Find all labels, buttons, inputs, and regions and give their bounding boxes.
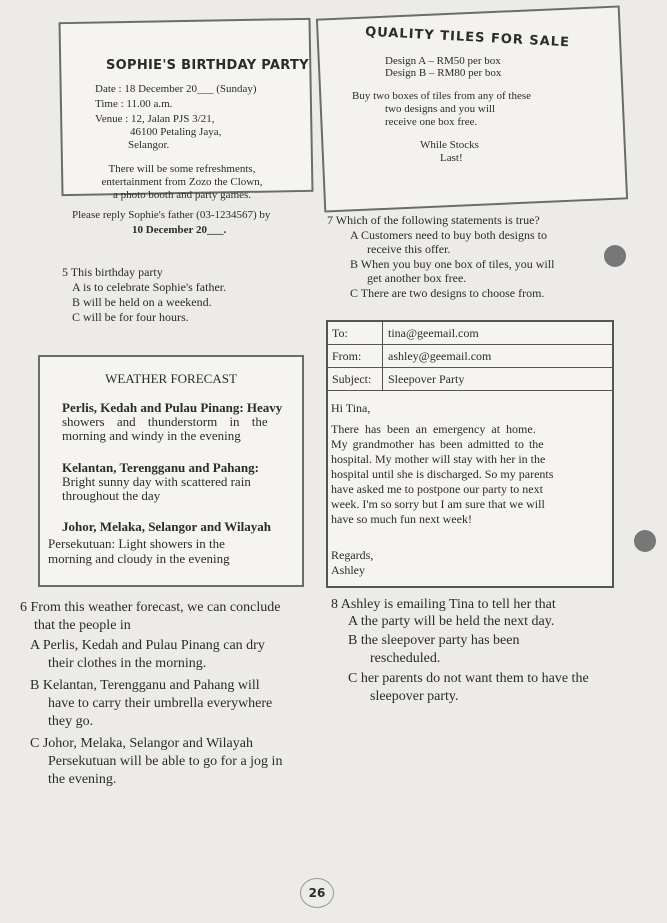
email-body-line-6: week. I'm so sorry but I am sure that we will (331, 497, 545, 511)
q8-option-a: A the party will be held the next day. (348, 614, 555, 629)
q6-stem-2: that the people in (34, 618, 131, 633)
email-subject-row (328, 368, 612, 391)
email-body-line-2: My grandmother has been admitted to the (331, 437, 544, 451)
email-regards: Regards, (331, 548, 374, 562)
email-body-line-3: hospital. My mother will stay with her in the (331, 452, 546, 466)
q8-option-c-2: sleepover party. (370, 689, 459, 704)
party-refreshments-1: There will be some refreshments, (108, 163, 256, 175)
q5-option-a: A is to celebrate Sophie's father. (72, 280, 227, 294)
q8-option-b-2: rescheduled. (370, 651, 441, 666)
party-date: Date : 18 December 20___ (Sunday) (95, 83, 257, 95)
party-venue-1: Venue : 12, Jalan PJS 3/21, (95, 113, 215, 125)
weather-region-1-line-2: showers and thunderstorm in the (62, 414, 268, 429)
email-greeting: Hi Tina, (331, 401, 371, 415)
email-body-line-5: have asked me to postpone our party to next (331, 482, 543, 496)
email-body-line-7: have so much fun next week! (331, 512, 472, 526)
q7-option-a-2: receive this offer. (367, 242, 451, 256)
q5-option-c: C will be for four hours. (72, 310, 189, 324)
weather-region-3-line-1: Johor, Melaka, Selangor and Wilayah (62, 519, 272, 534)
email-subject-label: Subject: (328, 368, 383, 390)
email-to-label: To: (328, 322, 383, 344)
q8-option-c-1: C her parents do not want them to have the (348, 671, 589, 686)
q7-option-a-1: A Customers need to buy both designs to (350, 228, 547, 242)
q8-option-b-1: B the sleepover party has been (348, 633, 520, 648)
q7-stem: 7 Which of the following statements is true? (327, 213, 540, 227)
tiles-offer-2: two designs and you will (385, 103, 495, 115)
page-number: 26 (300, 878, 334, 908)
q8-stem: 8 Ashley is emailing Tina to tell her that (331, 597, 556, 612)
email-signoff: Ashley (331, 563, 365, 577)
tiles-offer-3: receive one box free. (385, 116, 478, 128)
party-title: SOPHIE'S BIRTHDAY PARTY (106, 58, 309, 73)
email-to-value: tina@geemail.com (388, 326, 479, 340)
binder-hole-bottom (634, 530, 656, 552)
weather-region-1-line-3: morning and windy in the evening (62, 428, 241, 443)
weather-title: WEATHER FORECAST (105, 371, 237, 386)
q6-option-b-1: B Kelantan, Terengganu and Pahang will (30, 678, 260, 693)
email-from-value: ashley@geemail.com (388, 349, 492, 363)
weather-region-2-line-2: Bright sunny day with scattered rain (62, 474, 251, 489)
party-refreshments-2: entertainment from Zozo the Clown, (101, 176, 263, 188)
q6-option-c-1: C Johor, Melaka, Selangor and Wilayah (30, 736, 253, 751)
q6-option-c-3: the evening. (48, 772, 117, 787)
q6-option-c-2: Persekutuan will be able to go for a jog in (48, 754, 283, 769)
q6-option-b-3: they go. (48, 714, 94, 729)
party-venue-3: Selangor. (128, 139, 170, 151)
binder-hole-top (604, 245, 626, 267)
q7-option-b-2: get another box free. (367, 271, 467, 285)
q5-stem: 5 This birthday party (62, 265, 163, 279)
party-reply-1: Please reply Sophie's father (03-1234567) by (72, 209, 271, 221)
weather-region-2-line-1: Kelantan, Terengganu and Pahang: (62, 460, 259, 475)
email-from-row (328, 345, 612, 368)
weather-region-2-line-3: throughout the day (62, 488, 161, 503)
q6-option-a-1: A Perlis, Kedah and Pulau Pinang can dry (30, 638, 265, 653)
weather-region-3-line-2: Persekutuan: Light showers in the (48, 536, 225, 551)
q5-option-b: B will be held on a weekend. (72, 295, 212, 309)
party-reply-2: 10 December 20___. (132, 224, 227, 236)
tiles-design-a: Design A – RM50 per box (385, 55, 501, 67)
q6-option-b-2: have to carry their umbrella everywhere (48, 696, 273, 711)
q7-option-b-1: B When you buy one box of tiles, you will (350, 257, 555, 271)
party-venue-2: 46100 Petaling Jaya, (130, 126, 222, 138)
tiles-title: QUALITY TILES FOR SALE (364, 24, 571, 51)
weather-region-1-line-1: Perlis, Kedah and Pulau Pinang: Heavy (62, 400, 283, 415)
party-time: Time : 11.00 a.m. (95, 98, 173, 110)
email-subject-value: Sleepover Party (388, 372, 465, 386)
email-body-line-1: There has been an emergency at home. (331, 422, 536, 436)
tiles-offer-1: Buy two boxes of tiles from any of these (352, 90, 532, 102)
tiles-design-b: Design B – RM80 per box (385, 67, 502, 79)
email-from-label: From: (328, 345, 383, 367)
email-body-line-4: hospital until she is discharged. So my parents (331, 467, 554, 481)
weather-region-3-line-3: morning and cloudy in the evening (48, 551, 230, 566)
tiles-stock-2: Last! (440, 152, 463, 164)
q6-stem-1: 6 From this weather forecast, we can conclude (20, 600, 281, 615)
email-to-row (328, 322, 612, 345)
q7-option-c: C There are two designs to choose from. (350, 286, 545, 300)
tiles-stock-1: While Stocks (420, 139, 479, 151)
q6-option-a-2: their clothes in the morning. (48, 656, 207, 671)
party-refreshments-3: a photo booth and party games. (112, 189, 252, 201)
